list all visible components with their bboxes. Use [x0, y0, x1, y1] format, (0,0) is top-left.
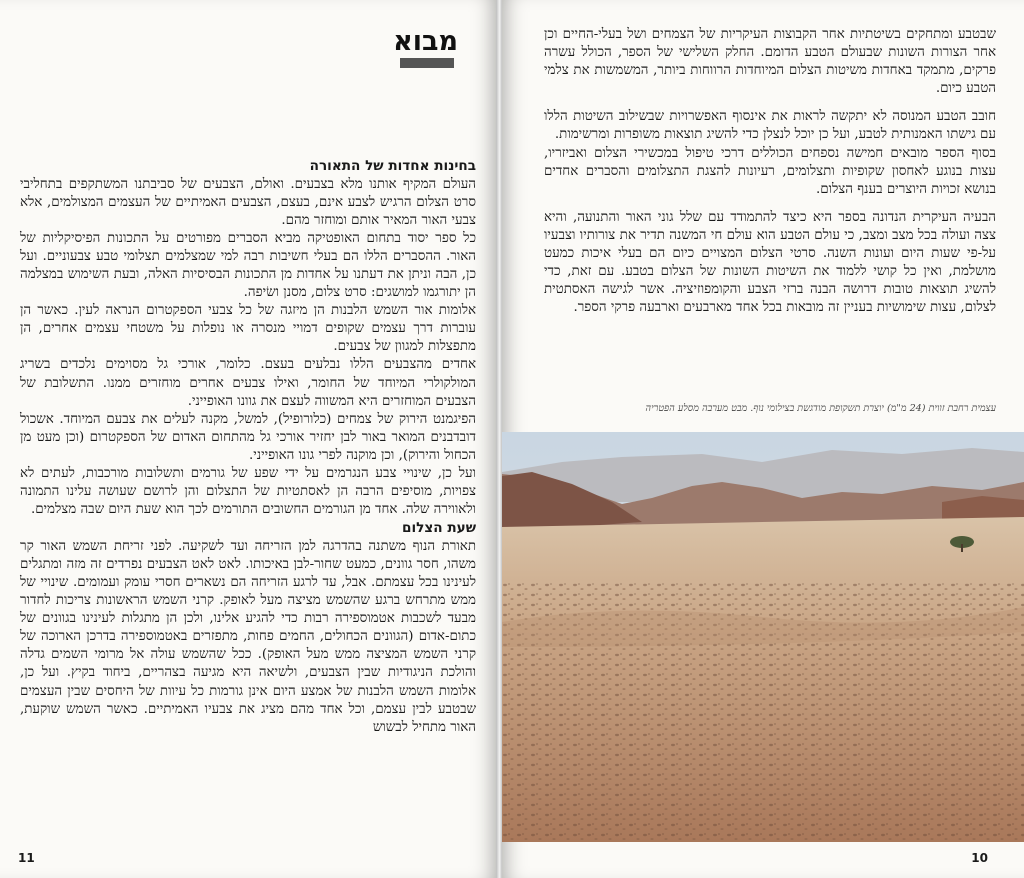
- title-underline-bar: [400, 58, 454, 68]
- page-number-left: 11: [18, 851, 35, 865]
- paragraph: תאורת הנוף משתנה בהדרגה למן הזריחה ועד לשקיעה. לפני זריחת השמש האור קר משהו, חסר גוונים, כמעט שחור-לבן באיכותו. לאט לאט הצבעים נפרדים זה מזה ומתגלים לעינינו בכל עצמתם. אבל, עד לרגע הזריחה הם נשארים חסרי עומק ועמומים. שינויי של ממש מתרחש ברגע שהשמש מציצה מעל לאופק. קרני השמש הראשונות צריכות לחדור מבעד לשכבות אטמוספירה רבות כדי להגיע אלינו, ולכן הן מתגלות לעינינו בגוונים של כתום-אדום (הגוונים הכחולים, החמים פחות, מתפזרים באטמוספירה בדרכן הארוכה של קרני השמש המציצה ממש מעל האופק). ככל שהשמש עולה אל מרומי השמים גדלה והולכת הניגודיות שבין הצבעים, ולשיאה היא מגיעה בצהריים, ביחוד בקיץ. ועל כן, אלומות השמש הלבנות של אמצע היום אינן גורמות כל עיוות של היחסים שבין העצמים שבטבע לבין עצמם, וכל אחד מהם מציג את צבעיו האמיתיים. כאשר השמש שוקעת, האור מתחיל לבשוש: [20, 538, 476, 735]
- paragraph: בסוף הספר מובאים חמישה נספחים הכוללים דרכי טיפול במכשירי הצלום ואביזריו, עצות בנוגע לאחסון שקופיות ותצלומים, רעיונות להצגת התצלומים והסברים אחדים בנושא זכויות היוצרים בענף הצלום.: [544, 145, 996, 197]
- desert-landscape-photo: [502, 432, 1024, 842]
- section-heading-shooting-time: שעת הצלום: [402, 520, 476, 537]
- paragraph: אחדים מהצבעים הללו נבלעים בעצם. כלומר, אורכי גל מסוימים נלכדים בשריג המולקולרי המיוחד של החומר, ואילו צבעים אחרים מוחזרים ממנו. התשלובת של הצבעים המוחזרים היא המשווה לעצם את גוונו האופייני.: [20, 357, 476, 409]
- right-page: [502, 0, 1024, 878]
- left-page: [0, 0, 498, 878]
- paragraph: הפיגמנט הירוק של צמחים (כלורופיל), למשל, מקנה לעלים את צבעם המיוחד. אשכול דובדבנים המואר באור לבן יחזיר אורכי גל מהתחום האדום של הספקטרום (וכן מעט מן הכחול והירוק), וכן מוקנה לפרי גונו האופייני.: [20, 411, 476, 463]
- paragraph: העולם המקיף אותנו מלא בצבעים. ואולם, הצבעים של סביבתנו המשתקפים בתחליבי סרט הצלום הרגיש לצבע אינם, בעצם, הצבעים האמיתיים של העצמים המצולמים, אלא צבעי האור המאיר אותם ומוחזר מהם.: [20, 176, 476, 228]
- left-text-column: [20, 157, 476, 737]
- section-heading-lighting: בחינות אחדות של התאורה: [309, 158, 476, 174]
- paragraph: חובב הטבע המנוסה לא יתקשה לראות את אינסוף האפשרויות שבשילוב השיטות הללו עם גישתו האמנותית לטבע, ועל כן יוכל לנצלן כדי להשיג תוצאות משופרות ומרשימות.: [544, 109, 996, 143]
- paragraph: ועל כן, שינויי צבע הנגרמים על ידי שפע של גורמים ותשלובות מורכבות, לעתים לא צפויות, מוסיפים הרבה הן לאסתטיות של התצלום והן לרושם שעושה עלינו התמונה ולאווירה שלה. אחד מן הגורמים החשובים התורמים לכך הוא שעת היום שבה מצלמים.: [20, 466, 476, 518]
- paragraph: כל ספר יסוד בתחום האופטיקה מביא הסברים מפורטים על התכונות הפיסיקליות של האור. ההסברים הללו הם בעלי חשיבות רבה למי שמצלמים תצלומי טבע צבעוניים. ועל כן, הבה וניתן את דעתנו על אחדות מן התכונות הבסיסיות האלה, ובעת השימוש במצלמה הן יתורגמו למושגים: סרט צלום, מסנן ושׂיפה.: [20, 230, 476, 301]
- photo-caption: עצמית רחבת זווית (24 מ"מ) יוצרת תשקופת מודגשת בצילומי נוף. מבט מערבה מסלע הפטריה: [645, 403, 996, 414]
- paragraph: שבטבע ומתחקים בשיטתיות אחר הקבוצות העיקריות של הצמחים ושל בעלי-החיים וכן אחר הצורות השונות שבעולם הטבע הדומם. החלק השלישי של הספר, הכולל עשרה פרקים, מתמקד באחדות משיטות הצלום המיוחדות הרווחות ביותר, המשמשות את צלמי הטבע כיום.: [544, 27, 997, 97]
- chapter-title: מבוא: [393, 26, 458, 57]
- right-text-column: [544, 26, 996, 317]
- paragraph: הבעיה העיקרית הנדונה בספר היא כיצד להתמודד עם שלל גוני האור והתנועה, והיא צצה ועולה בכל מצב ומצב, כי עולם הטבע הוא עולם חי המשנה תדיר את צורותיו וצבעיו על-פי שעות היום ועונות השנה. סרטי הצלום המצויים כיום הם בעלי איכות כמעט מושלמת, ואין כל קושי ללמוד את השיטות השונות של הצלום בטבע. עם זאת, כדי להשיג תוצאות טובות דרושה הבנה ברזי הצבע והקומפוזיציה. אשר לגישה האסתטית לצלום, עצות שימושיות בעניין זה מובאות בכל אחד מארבעים וארבעה פרקי הספר.: [544, 209, 996, 316]
- page-number-right: 10: [971, 851, 988, 865]
- paragraph: אלומות אור השמש הלבנות הן מיזגה של כל צבעי הספקטרום הנראה לעין. כאשר הן עוברות דרך עצמים שקופים דמויי מנסרה או נופלות על משטחי עצמים אחרים, הן מתפצלות למגוון של צבעים.: [20, 303, 476, 355]
